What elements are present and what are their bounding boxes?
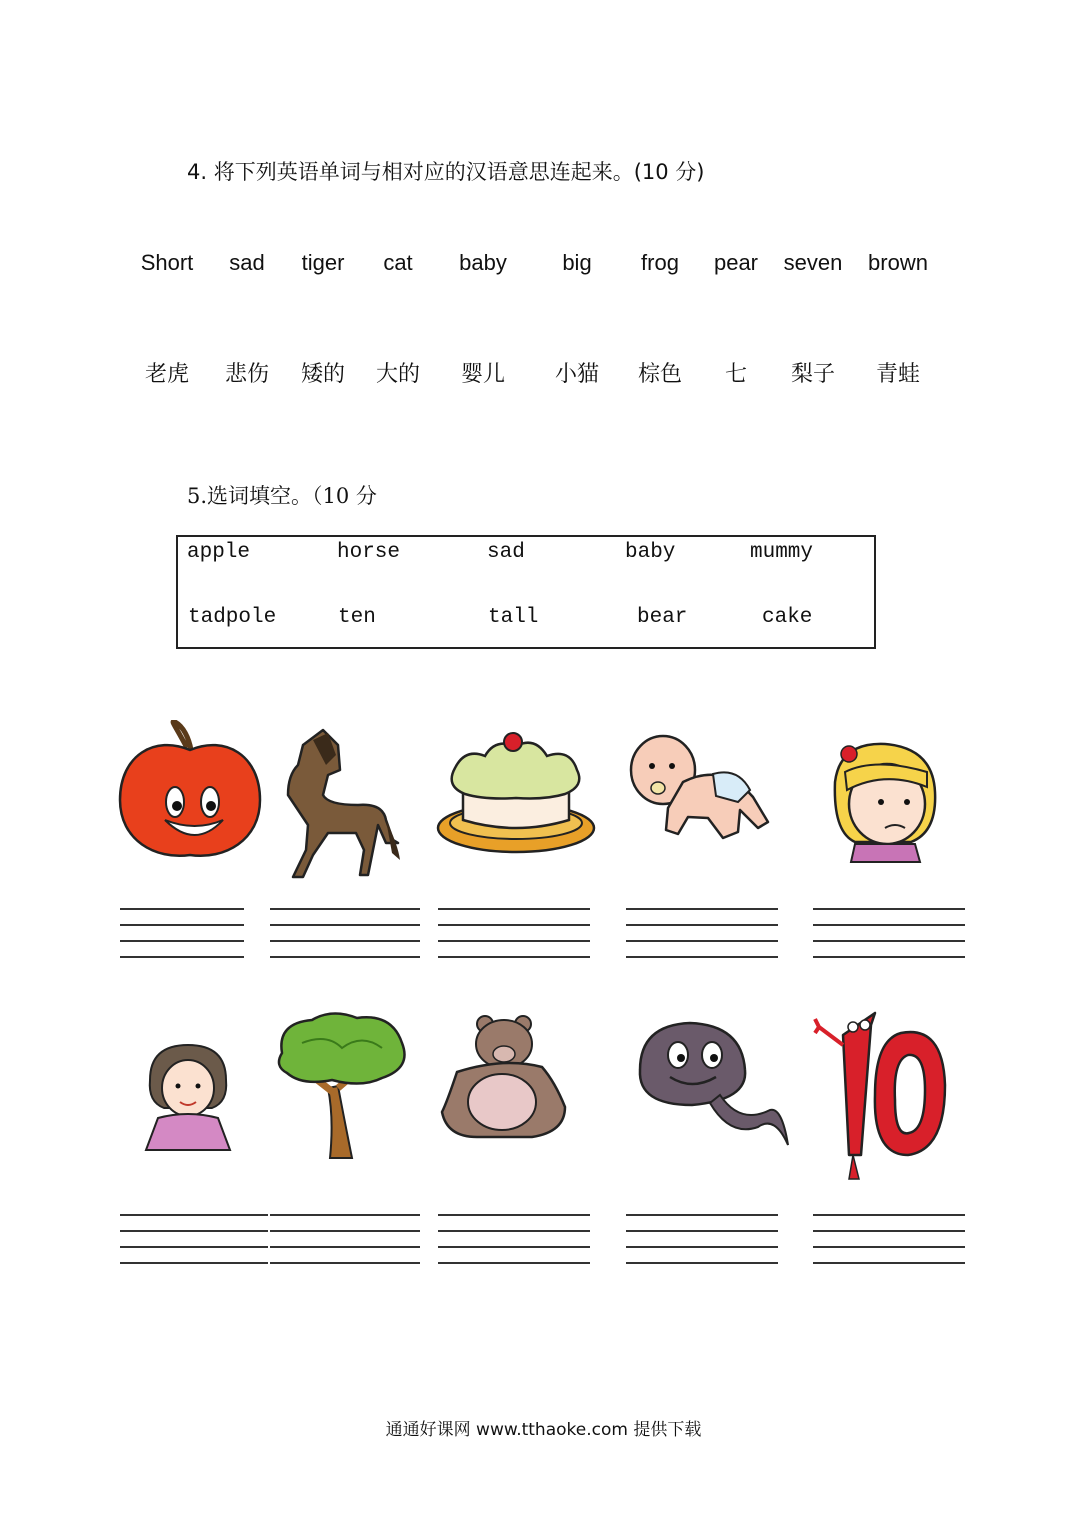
mummy-picture — [140, 1040, 236, 1152]
word-bank-word: tadpole — [188, 606, 277, 629]
chinese-word: 小猫 — [554, 362, 600, 387]
word-bank-word: tall — [488, 606, 539, 629]
apple-picture — [115, 720, 265, 865]
word-bank-word: baby — [625, 541, 676, 564]
answer-lines[interactable] — [438, 1214, 590, 1268]
english-word: baby — [459, 250, 507, 275]
answer-lines[interactable] — [626, 908, 778, 962]
question-5-title: 5.选词填空。（10 分 — [187, 484, 377, 508]
answer-lines[interactable] — [270, 908, 420, 962]
answer-lines[interactable] — [438, 908, 590, 962]
word-bank-word: horse — [337, 541, 401, 564]
chinese-word: 大的 — [375, 362, 421, 387]
english-word: pear — [713, 250, 759, 275]
question-4-title: 4. 将下列英语单词与相对应的汉语意思连起来。(10 分) — [187, 160, 705, 184]
chinese-word: 婴儿 — [460, 362, 506, 387]
english-word: tiger — [301, 250, 345, 275]
english-word: brown — [868, 250, 928, 275]
answer-lines[interactable] — [813, 1214, 965, 1268]
word-bank-word: cake — [762, 606, 813, 629]
chinese-word: 青蛙 — [875, 362, 921, 387]
bear-picture — [437, 1012, 569, 1144]
word-bank-word: ten — [338, 606, 376, 629]
chinese-word: 悲伤 — [224, 362, 270, 387]
chinese-word: 老虎 — [144, 362, 190, 387]
footer-text: 通通好课网 www.tthaoke.com 提供下载 — [385, 1420, 702, 1440]
word-bank-word: apple — [187, 541, 251, 564]
tadpole-picture — [630, 1015, 792, 1150]
answer-lines[interactable] — [120, 908, 244, 962]
ten-picture — [813, 1005, 951, 1183]
answer-lines[interactable] — [120, 1214, 268, 1268]
answer-lines[interactable] — [813, 908, 965, 962]
chinese-word: 七 — [724, 362, 748, 387]
answer-lines[interactable] — [626, 1214, 778, 1268]
english-word: Short — [140, 250, 194, 275]
english-word: seven — [783, 250, 843, 275]
chinese-word: 梨子 — [790, 362, 836, 387]
word-bank-word: mummy — [750, 541, 814, 564]
horse-picture — [268, 725, 403, 885]
english-word: big — [562, 250, 592, 275]
chinese-word: 矮的 — [300, 362, 346, 387]
english-word: sad — [229, 250, 265, 275]
chinese-word: 棕色 — [637, 362, 683, 387]
baby-picture — [628, 722, 776, 852]
cake-picture — [435, 728, 597, 858]
english-word: frog — [641, 250, 679, 275]
sad-girl-picture — [815, 732, 943, 864]
english-word: cat — [383, 250, 413, 275]
answer-lines[interactable] — [270, 1214, 420, 1268]
word-bank-word: sad — [487, 541, 525, 564]
word-bank-word: bear — [637, 606, 688, 629]
tree-picture — [272, 1008, 412, 1160]
